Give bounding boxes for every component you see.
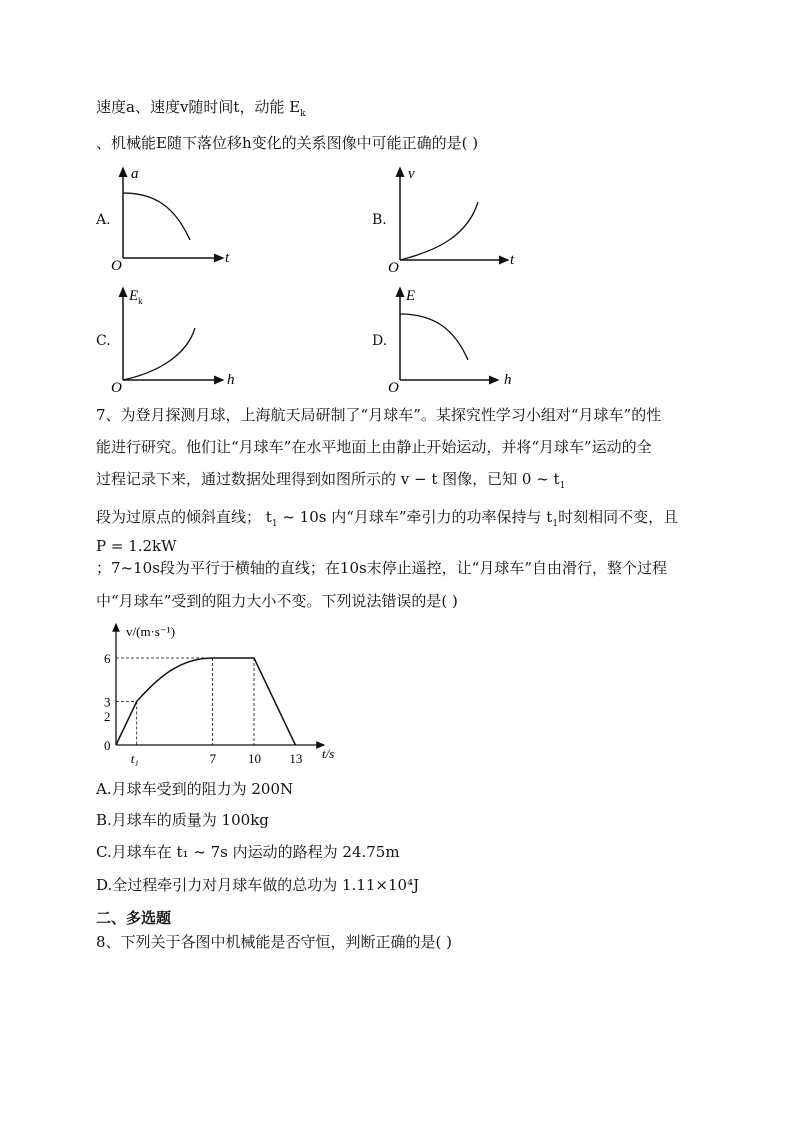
graph-d-origin: O (388, 380, 399, 394)
graph-b-origin: O (388, 260, 399, 274)
graph-c-origin: O (111, 380, 122, 394)
q7-option-c: C.月球车在 t₁ ~ 7s 内运动的路程为 24.75m (96, 843, 400, 861)
graph-c-label: C. (96, 333, 111, 349)
q6-line2: 、机械能E随下落位移h变化的关系图像中可能正确的是( ) (96, 134, 479, 152)
q7-line4: 段为过原点的倾斜直线； $t_1$ ~ 10s 内“月球车”牵引力的功率保持与 $t_1$时刻相同不变，且 (96, 508, 679, 529)
q7-option-d: D.全过程牵引力对月球车做的总功为 1.11×10⁴J (96, 876, 420, 894)
graph-b (380, 162, 525, 274)
q6-line1: 速度a、速度v随时间t，动能 $E_k$ (96, 98, 306, 119)
x-axis-label: t/s (322, 746, 335, 761)
graph-a-y-label: a (131, 166, 139, 182)
x-tick-4: 13 (289, 751, 303, 766)
graph-b-label: B. (372, 212, 387, 228)
y-axis-label: v/(m·s⁻¹) (126, 624, 176, 639)
y-tick-3: 3 (104, 694, 111, 710)
x-tick-3: 10 (248, 751, 261, 766)
q7-line3: 过程记录下来，通过数据处理得到如图所示的 v − t 图像，已知 0 ~ $t_1$ (96, 470, 566, 491)
vt-chart (96, 618, 356, 768)
q7-line1: 7、为登月探测月球，上海航天局研制了“月球车”。某探究性学习小组对“月球车”的性 (96, 406, 662, 424)
graph-b-y-label: v (408, 166, 415, 182)
x-tick-2: 7 (209, 751, 217, 766)
q7-option-a: A.月球车受到的阻力为 200N (96, 780, 294, 798)
graph-c-y-label: $E_k$ (129, 288, 143, 306)
graph-a-x-label: t (225, 250, 230, 266)
q7-line7: 中“月球车”受到的阻力大小不变。下列说法错误的是( ) (96, 592, 458, 610)
y-tick-6: 6 (104, 651, 111, 666)
q8-line: 8、下列关于各图中机械能是否守恒，判断正确的是( ) (96, 933, 453, 951)
graph-d-label: D. (372, 333, 388, 349)
q7-line2: 能进行研究。他们让“月球车”在水平地面上由静止开始运动，并将“月球车”运动的全 (96, 438, 652, 456)
graph-a-label: A. (96, 212, 111, 228)
graph-a (105, 162, 240, 272)
q7-line5: P = 1.2kW (96, 537, 177, 555)
graph-c (105, 282, 250, 394)
y-tick-2: 2 (104, 709, 111, 724)
section-heading: 二、多选题 (96, 909, 172, 927)
graph-d (380, 282, 525, 394)
graph-c-x-label: h (227, 372, 235, 388)
graph-b-x-label: t (510, 252, 515, 268)
y-tick-0: 0 (104, 738, 111, 753)
q7-line6: ；7~10s段为平行于横轴的直线；在10s末停止遥控，让“月球车”自由滑行，整个过程 (96, 559, 668, 577)
vt-series-line (116, 658, 295, 745)
graph-a-origin: O (111, 258, 122, 272)
x-tick-1: t₁ (130, 751, 139, 766)
q7-option-b: B.月球车的质量为 100kg (96, 811, 269, 829)
graph-d-x-label: h (504, 372, 512, 388)
graph-d-y-label: E (406, 288, 416, 304)
